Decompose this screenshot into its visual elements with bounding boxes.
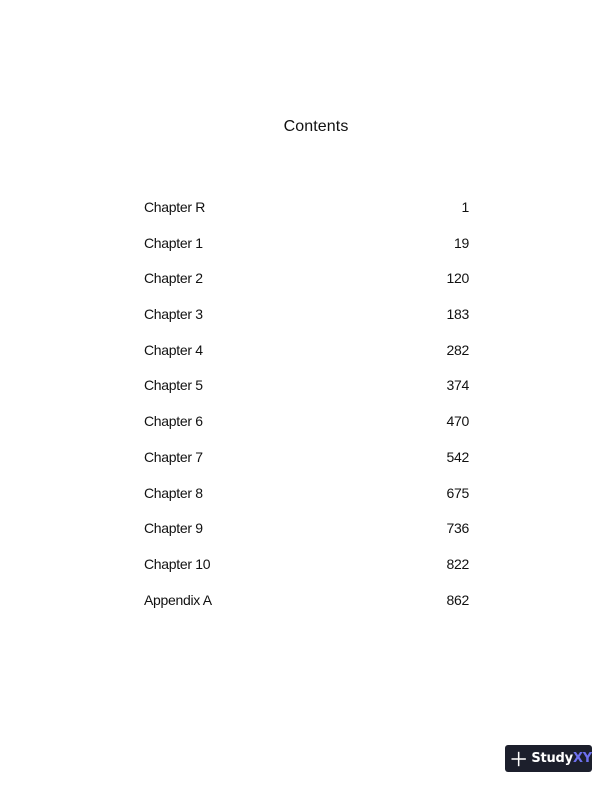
watermark-brand-accent: XY (572, 751, 592, 766)
toc-entry-page: 1 (461, 199, 469, 215)
toc-entry-page: 183 (446, 306, 469, 323)
toc-entry-label: Chapter 3 (144, 306, 203, 323)
toc-entry-label: Chapter 2 (144, 270, 203, 287)
toc-entry-chapter-10 (144, 556, 469, 592)
table-of-contents (144, 199, 469, 627)
toc-entry-page: 374 (446, 377, 469, 394)
toc-entry-label: Appendix A (144, 591, 212, 608)
toc-entry-label: Chapter R (144, 199, 206, 215)
toc-entry-label: Chapter 6 (144, 413, 203, 430)
studyxy-watermark-badge (505, 745, 592, 772)
toc-entry-chapter-6 (144, 413, 469, 449)
toc-entry-label: Chapter 10 (144, 555, 211, 572)
toc-entry-label: Chapter 1 (144, 234, 203, 251)
toc-entry-label: Chapter 7 (144, 448, 203, 465)
toc-entry-chapter-9 (144, 520, 469, 556)
toc-entry-chapter-3 (144, 306, 469, 342)
toc-entry-chapter-r (144, 199, 469, 235)
toc-entry-chapter-4 (144, 342, 469, 378)
toc-entry-label: Chapter 9 (144, 520, 203, 537)
toc-entry-page: 120 (446, 270, 469, 287)
toc-entry-appendix-a (144, 592, 469, 628)
toc-entry-page: 542 (446, 448, 469, 465)
watermark-brand-main: Study (531, 751, 573, 766)
toc-entry-label: Chapter 4 (144, 341, 203, 358)
plus-icon (511, 751, 526, 767)
toc-entry-label: Chapter 5 (144, 377, 203, 394)
toc-entry-page: 822 (446, 555, 469, 572)
toc-entry-label: Chapter 8 (144, 484, 203, 501)
toc-entry-page: 470 (446, 413, 469, 430)
toc-entry-page: 736 (446, 520, 469, 537)
toc-entry-chapter-8 (144, 485, 469, 521)
toc-entry-chapter-2 (144, 270, 469, 306)
toc-entry-page: 862 (446, 591, 469, 608)
toc-entry-chapter-1 (144, 235, 469, 271)
page-title: Contents (283, 118, 349, 135)
toc-entry-chapter-7 (144, 449, 469, 485)
toc-entry-chapter-5 (144, 377, 469, 413)
watermark-brand (531, 751, 592, 766)
toc-entry-page: 282 (446, 341, 469, 358)
toc-entry-page: 675 (446, 484, 469, 501)
toc-entry-page: 19 (454, 234, 469, 251)
